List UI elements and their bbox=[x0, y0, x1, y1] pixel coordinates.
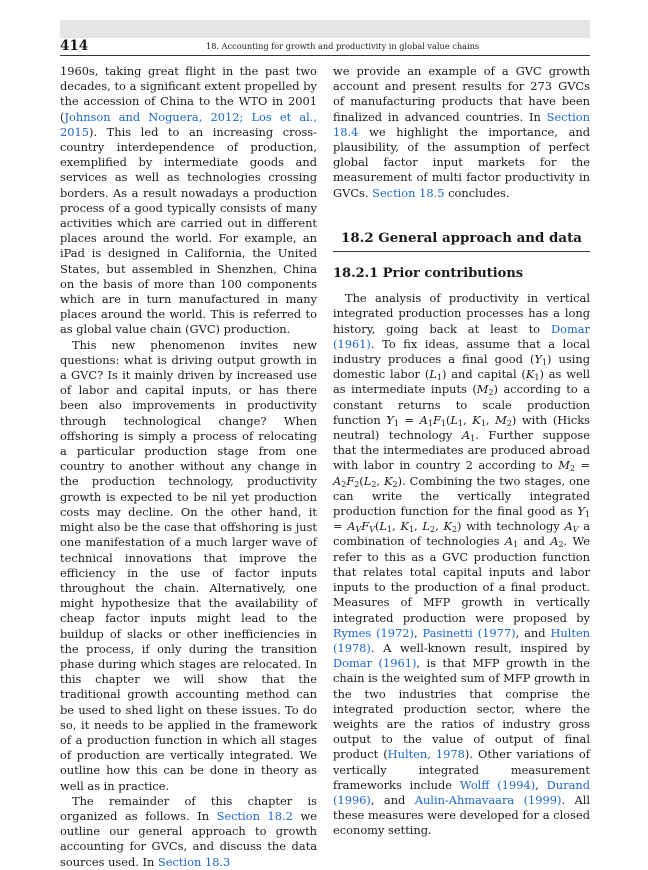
citation-link[interactable]: Wolff (1994) bbox=[459, 777, 536, 792]
math-var: L bbox=[422, 519, 430, 534]
citation-link[interactable]: Hulten, 1978 bbox=[387, 747, 465, 762]
math-sub: 1 bbox=[584, 510, 590, 520]
math-var: K bbox=[384, 473, 393, 488]
math-op: , bbox=[376, 473, 385, 488]
text: , bbox=[413, 625, 423, 640]
text: The remainder of this chapter is organized as follows. In bbox=[60, 793, 317, 823]
running-head: 18. Accounting for growth and productivity in global value chains bbox=[206, 41, 480, 51]
text: we provide an example of a GVC growth account and present results for 273 GVCs of manufacturing products that have been finalized in advanced countries. In bbox=[333, 64, 590, 124]
text: with (Hicks neutral) technology bbox=[333, 412, 590, 443]
right-paragraph-1 bbox=[333, 64, 590, 201]
math-sub: 1 bbox=[457, 418, 464, 428]
math-op: ) bbox=[511, 412, 517, 427]
math-sub: 2 bbox=[371, 479, 377, 489]
math-sub: V bbox=[369, 525, 375, 535]
math-op: ( bbox=[445, 412, 451, 427]
subsection-title: 18.2.1 Prior contributions bbox=[333, 266, 524, 282]
math-var: A bbox=[504, 534, 514, 549]
text: with technology bbox=[461, 519, 565, 534]
text: we highlight the importance, and plausibility, of the assumption of perfect global factor input markets for the measurement of multi factor productivity in GVCs. bbox=[333, 124, 590, 200]
math-var: F bbox=[361, 519, 370, 534]
math-var: L bbox=[429, 367, 437, 382]
left-column bbox=[60, 64, 317, 870]
text: . We refer to this as a GVC production function that relates total capital inputs and labor inputs to the production of a final product. Measures of MFP growth in vertically integrated production were proposed by bbox=[333, 534, 590, 625]
math-var: M bbox=[476, 382, 489, 397]
math-op: = bbox=[574, 458, 591, 473]
math-sub: 2 bbox=[569, 464, 575, 474]
section-link[interactable]: Section 18.5 bbox=[372, 185, 445, 200]
citation-link[interactable]: Rymes (1972) bbox=[333, 625, 414, 640]
math-var: K bbox=[472, 412, 481, 427]
section-title: 18.2 General approach and data bbox=[333, 231, 590, 252]
math-sub: 2 bbox=[451, 525, 458, 535]
text: and bbox=[518, 534, 551, 549]
math-op: ( bbox=[359, 473, 364, 488]
section-link[interactable]: Section 18.2 bbox=[216, 808, 293, 823]
text: ) as well as intermediate inputs ( bbox=[333, 367, 590, 397]
text: ) using domestic labor ( bbox=[333, 352, 590, 382]
math-var: Y bbox=[386, 412, 394, 427]
math-sub: 1 bbox=[440, 418, 446, 428]
math-sub: 1 bbox=[427, 418, 433, 428]
math-var: L bbox=[363, 473, 372, 488]
text: , and bbox=[515, 625, 551, 640]
text: ) according to a constant returns to scale production function bbox=[333, 382, 590, 427]
math-sub: 1 bbox=[534, 373, 540, 383]
math-sub: 1 bbox=[470, 434, 476, 444]
citation-link[interactable]: Durand (1996) bbox=[333, 777, 590, 807]
math-op: , bbox=[392, 519, 401, 534]
citation-link[interactable]: Aulin-Ahmavaara (1999) bbox=[414, 792, 562, 807]
math-var: A bbox=[461, 428, 471, 443]
math-op: , bbox=[485, 412, 496, 427]
math-var: K bbox=[443, 519, 452, 534]
math-op: , bbox=[414, 519, 423, 534]
citation-link[interactable]: Domar (1961) bbox=[333, 656, 417, 671]
math-sub: 2 bbox=[430, 525, 436, 535]
math-var: L bbox=[450, 412, 458, 427]
text: The analysis of productivity in vertical integrated production processes has a long history, going back at least to bbox=[333, 291, 590, 336]
math-var: F bbox=[432, 412, 441, 427]
page-number: 414 bbox=[60, 38, 89, 54]
text: , is that MFP growth in the chain is the weighted sum of MFP growth in the two industries that comprise the integrated production sector, where the weights are the ratios of industry gross output to the value of output of final product ( bbox=[333, 656, 590, 762]
text: . All these measures were developed for a closed economy setting. bbox=[333, 792, 590, 838]
text: ). This led to an increasing cross-country interdependence of production, exemplified by intermediate goods and services as well as technologies crossing borders. As a result nowadays a production process of a good typically consists of many activities which are carried out in different places around the world. For example, an iPad is designed in California, the United States, but assembled in Shenzhen, China on the basis of more than 100 components which are in turn manufactured in many places around the world. This is referred to as global value chain (GVC) production. bbox=[60, 124, 317, 337]
math-op: ) bbox=[397, 473, 403, 488]
math-op: ) bbox=[457, 519, 462, 534]
math-var: A bbox=[333, 473, 342, 488]
math-sub: 2 bbox=[341, 479, 347, 489]
math-sub: V bbox=[572, 525, 579, 535]
math-var: K bbox=[525, 367, 535, 382]
math-op: , bbox=[463, 412, 473, 427]
math-var: K bbox=[400, 519, 409, 534]
spacer bbox=[333, 201, 590, 231]
math-var: Y bbox=[534, 352, 542, 367]
math-sub: 2 bbox=[558, 540, 564, 550]
left-paragraph-2: This new phenomenon invites new questions: what is driving output growth in a GVC? Is it mainly driven by increased use of labor and capital inputs, or has there been also improvements in productivity through technological change? When offshoring is simply a process of relocating a particular production stage from one country to another without any change in the production technology, productivity growth is expected to be nil yet production costs may decline. On the other hand, it might also be the case that offshoring is just one manifestation of a much larger wave of technical innovations that improve the efficiency in the use of factor inputs throughout the chain. Alternatively, one might hypothesize that the availability of cheap factor inputs might lead to the buildup of slacks or other inefficiencies in the process, if only during the transition phase during which stages are relocated. In this chapter we will show that the traditional growth accounting method can be used to shed light on these issues. To do so, it needs to be applied in the framework of a production function in which all stages of production are vertically integrated. We outline how this can be done in theory as well as in practice. bbox=[60, 337, 317, 793]
text: , bbox=[535, 777, 547, 792]
math-sub: 2 bbox=[354, 479, 360, 489]
header-rule bbox=[60, 55, 590, 56]
math-sub: 2 bbox=[506, 418, 512, 428]
text: . To fix ideas, assume that a local industry produces a final good ( bbox=[333, 336, 590, 367]
left-paragraph-3 bbox=[60, 794, 317, 870]
math-var: M bbox=[558, 458, 570, 473]
text: , and bbox=[370, 792, 415, 807]
citation-link[interactable]: Domar (1961) bbox=[333, 321, 590, 351]
section-link[interactable]: Section 18.3 bbox=[157, 854, 231, 869]
citation-link[interactable]: Hulten (1978) bbox=[333, 625, 591, 655]
citation-link[interactable]: Pasinetti (1977) bbox=[422, 625, 516, 640]
math-var: A bbox=[419, 412, 428, 427]
text: . Combining the two stages, one can write the vertically integrated production function for the final good as bbox=[333, 473, 590, 519]
text: concludes. bbox=[444, 185, 510, 200]
math-sub: V bbox=[355, 525, 362, 535]
math-sub: 1 bbox=[436, 373, 442, 383]
text: . Further suppose that the intermediates are produced abroad with labor in country 2 according to bbox=[333, 428, 590, 473]
math-sub: 1 bbox=[387, 525, 393, 535]
math-op: = bbox=[398, 412, 420, 427]
math-sub: 1 bbox=[541, 358, 548, 368]
math-sub: 1 bbox=[393, 418, 399, 428]
math-sub: 1 bbox=[480, 418, 486, 428]
right-column bbox=[333, 64, 590, 839]
math-var: L bbox=[379, 519, 387, 534]
text: ). Other variations of vertically integrated measurement frameworks include bbox=[333, 747, 590, 792]
math-var: M bbox=[495, 412, 507, 427]
text: 1960s, taking great flight in the past two decades, to a significant extent propelled by the accession of China to the WTO in 2001 ( bbox=[60, 64, 317, 124]
right-paragraph-2 bbox=[333, 291, 590, 838]
math-var: F bbox=[346, 473, 355, 488]
citation-link[interactable]: Johnson and Noguera, 2012; Los et al., 2015 bbox=[60, 109, 317, 139]
text: ) and capital ( bbox=[441, 367, 526, 382]
math-var: Y bbox=[577, 504, 585, 519]
math-var: A bbox=[564, 519, 573, 534]
math-sub: 2 bbox=[488, 388, 494, 398]
math-var: A bbox=[550, 534, 559, 549]
section-link[interactable]: Section 18.4 bbox=[333, 109, 590, 139]
left-paragraph-1 bbox=[60, 64, 317, 338]
math-op: = bbox=[333, 519, 348, 534]
text: . A well-known result, inspired by bbox=[370, 640, 590, 655]
math-sub: 1 bbox=[513, 540, 519, 550]
math-op: , bbox=[435, 519, 444, 534]
text: a combination of technologies bbox=[333, 519, 591, 549]
text: we outline our general approach to growth accounting for GVCs, and discuss the data sources used. In bbox=[60, 808, 317, 869]
math-op: ( bbox=[374, 519, 380, 534]
math-sub: 2 bbox=[392, 479, 398, 489]
header-bar bbox=[60, 20, 590, 38]
math-var: A bbox=[347, 519, 356, 534]
math-sub: 1 bbox=[408, 525, 415, 535]
